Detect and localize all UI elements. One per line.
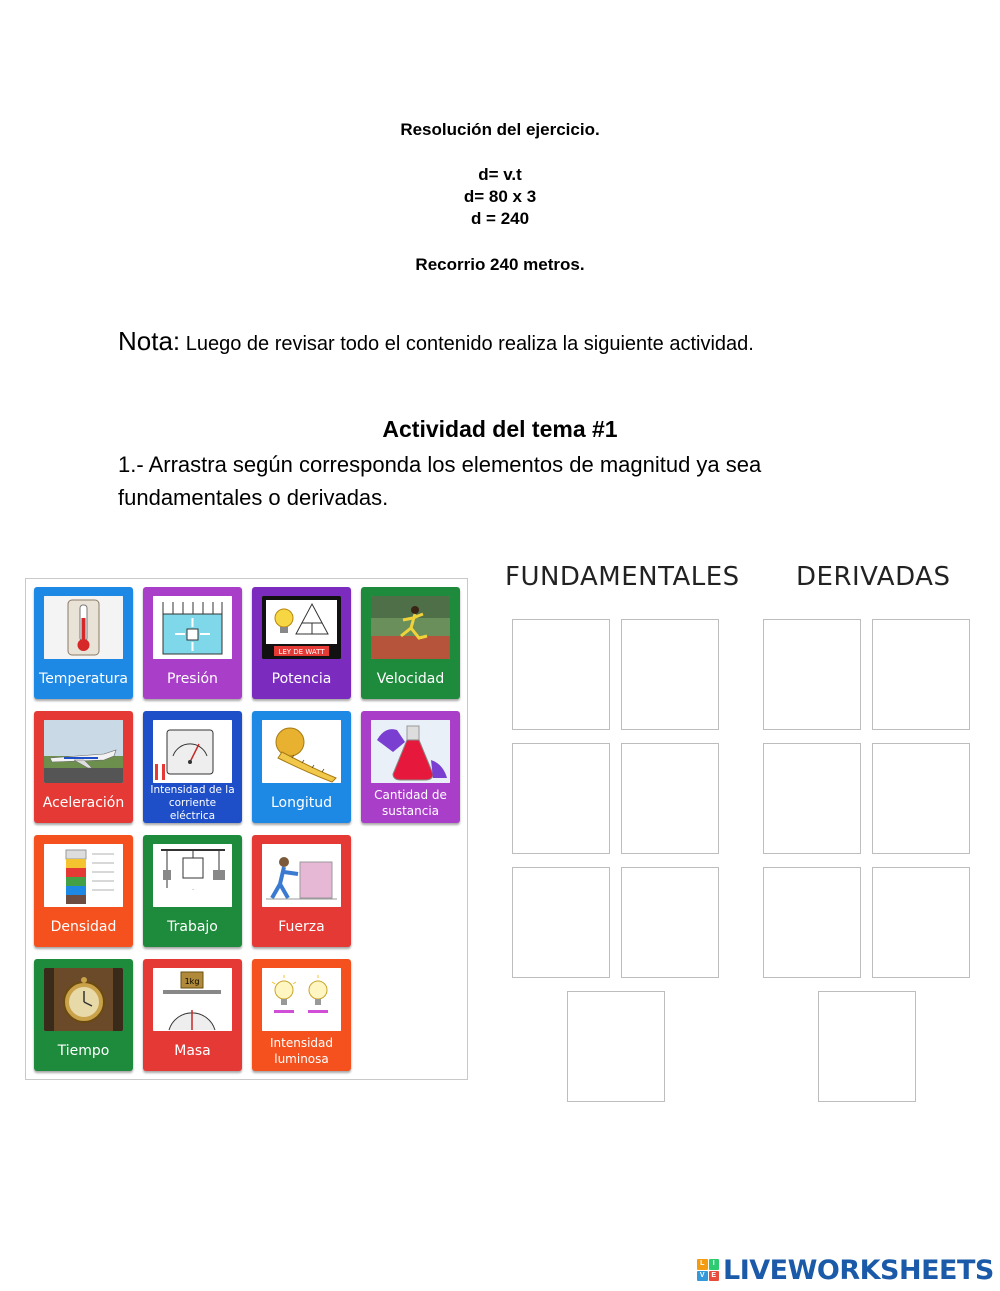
card-label: Potencia [271, 670, 332, 687]
drop-slot-derivadas[interactable] [872, 867, 970, 978]
card-intensidad-luminosa[interactable] [252, 959, 351, 1071]
ammeter-icon [153, 720, 232, 783]
pressure-icon [153, 596, 232, 659]
card-masa[interactable] [143, 959, 242, 1071]
resolution-result: Recorrio 240 metros. [415, 255, 585, 274]
svg-text:·: · [192, 887, 194, 893]
drop-slot-derivadas[interactable] [818, 991, 916, 1102]
card-label: Fuerza [278, 918, 325, 935]
push-box-icon [262, 844, 341, 907]
drop-slot-fundamentales[interactable] [621, 619, 719, 730]
card-densidad[interactable] [34, 835, 133, 947]
card-label: Velocidad [376, 670, 445, 687]
card-velocidad[interactable] [361, 587, 460, 699]
sign-text: LEY DE WATT [278, 648, 325, 656]
card-trabajo[interactable] [143, 835, 242, 947]
card-label: Temperatura [39, 670, 128, 687]
card-label: Tiempo [57, 1042, 110, 1059]
card-label: Presión [167, 670, 218, 687]
card-tiempo[interactable] [34, 959, 133, 1071]
formula-line: d= 80 x 3 [463, 187, 537, 206]
thermometer-icon [44, 596, 123, 659]
drop-slot-fundamentales[interactable] [621, 867, 719, 978]
tape-measure-icon [262, 720, 341, 783]
card-label: Aceleración [42, 794, 125, 811]
drop-slot-derivadas[interactable] [763, 743, 861, 854]
note [118, 326, 754, 357]
drop-slot-fundamentales[interactable] [512, 743, 610, 854]
drop-slot-derivadas[interactable] [763, 867, 861, 978]
card-intensidad-corriente[interactable] [143, 711, 242, 823]
lightbulb-icon [262, 596, 341, 659]
drop-slot-derivadas[interactable] [763, 619, 861, 730]
joule-experiment-icon [153, 844, 232, 907]
activity-instruction: 1.- Arrastra según corresponda los elementos de magnitud ya sea fundamentales o derivadas. [118, 452, 762, 510]
card-label: Densidad [50, 918, 117, 935]
card-label: Cantidad de sustancia [374, 788, 447, 818]
scale-icon [153, 968, 232, 1031]
runner-icon [371, 596, 450, 659]
card-longitud[interactable] [252, 711, 351, 823]
formula-line: d= v.t [478, 165, 522, 184]
card-label: Intensidad luminosa [269, 1036, 333, 1066]
card-aceleracion[interactable] [34, 711, 133, 823]
pocket-watch-icon [44, 968, 123, 1031]
card-label: Masa [174, 1042, 211, 1059]
card-label: Longitud [270, 794, 333, 811]
weight-label: 1kg [184, 977, 200, 986]
card-label: Intensidad de la corriente eléctrica [150, 783, 235, 822]
activity-title: Actividad del tema #1 [382, 416, 618, 442]
column-header-fundamentales: FUNDAMENTALES [505, 562, 740, 592]
drop-slot-fundamentales[interactable] [567, 991, 665, 1102]
drop-slot-fundamentales[interactable] [621, 743, 719, 854]
card-potencia[interactable] [252, 587, 351, 699]
note-label: Nota: [118, 326, 181, 356]
liveworksheets-logo [697, 1255, 994, 1285]
card-fuerza[interactable] [252, 835, 351, 947]
drop-slot-derivadas[interactable] [872, 619, 970, 730]
note-text: Luego de revisar todo el contenido realiza la siguiente actividad. [180, 333, 754, 355]
logo-mark-icon: L I V E [697, 1259, 719, 1281]
drop-slot-fundamentales[interactable] [512, 867, 610, 978]
drop-slot-fundamentales[interactable] [512, 619, 610, 730]
card-palette [25, 578, 468, 1080]
flask-icon [371, 720, 450, 783]
card-temperatura[interactable] [34, 587, 133, 699]
formula-line: d = 240 [470, 209, 530, 228]
light-bulbs-icon [262, 968, 341, 1031]
card-cantidad-sustancia[interactable] [361, 711, 460, 823]
brand-name: LIVEWORKSHEETS [723, 1254, 994, 1286]
density-column-icon [44, 844, 123, 907]
airplane-icon [44, 720, 123, 783]
card-presion[interactable] [143, 587, 242, 699]
column-header-derivadas: DERIVADAS [796, 562, 951, 592]
card-label: Trabajo [167, 918, 218, 935]
drop-slot-derivadas[interactable] [872, 743, 970, 854]
resolution-title: Resolución del ejercicio. [400, 120, 600, 139]
